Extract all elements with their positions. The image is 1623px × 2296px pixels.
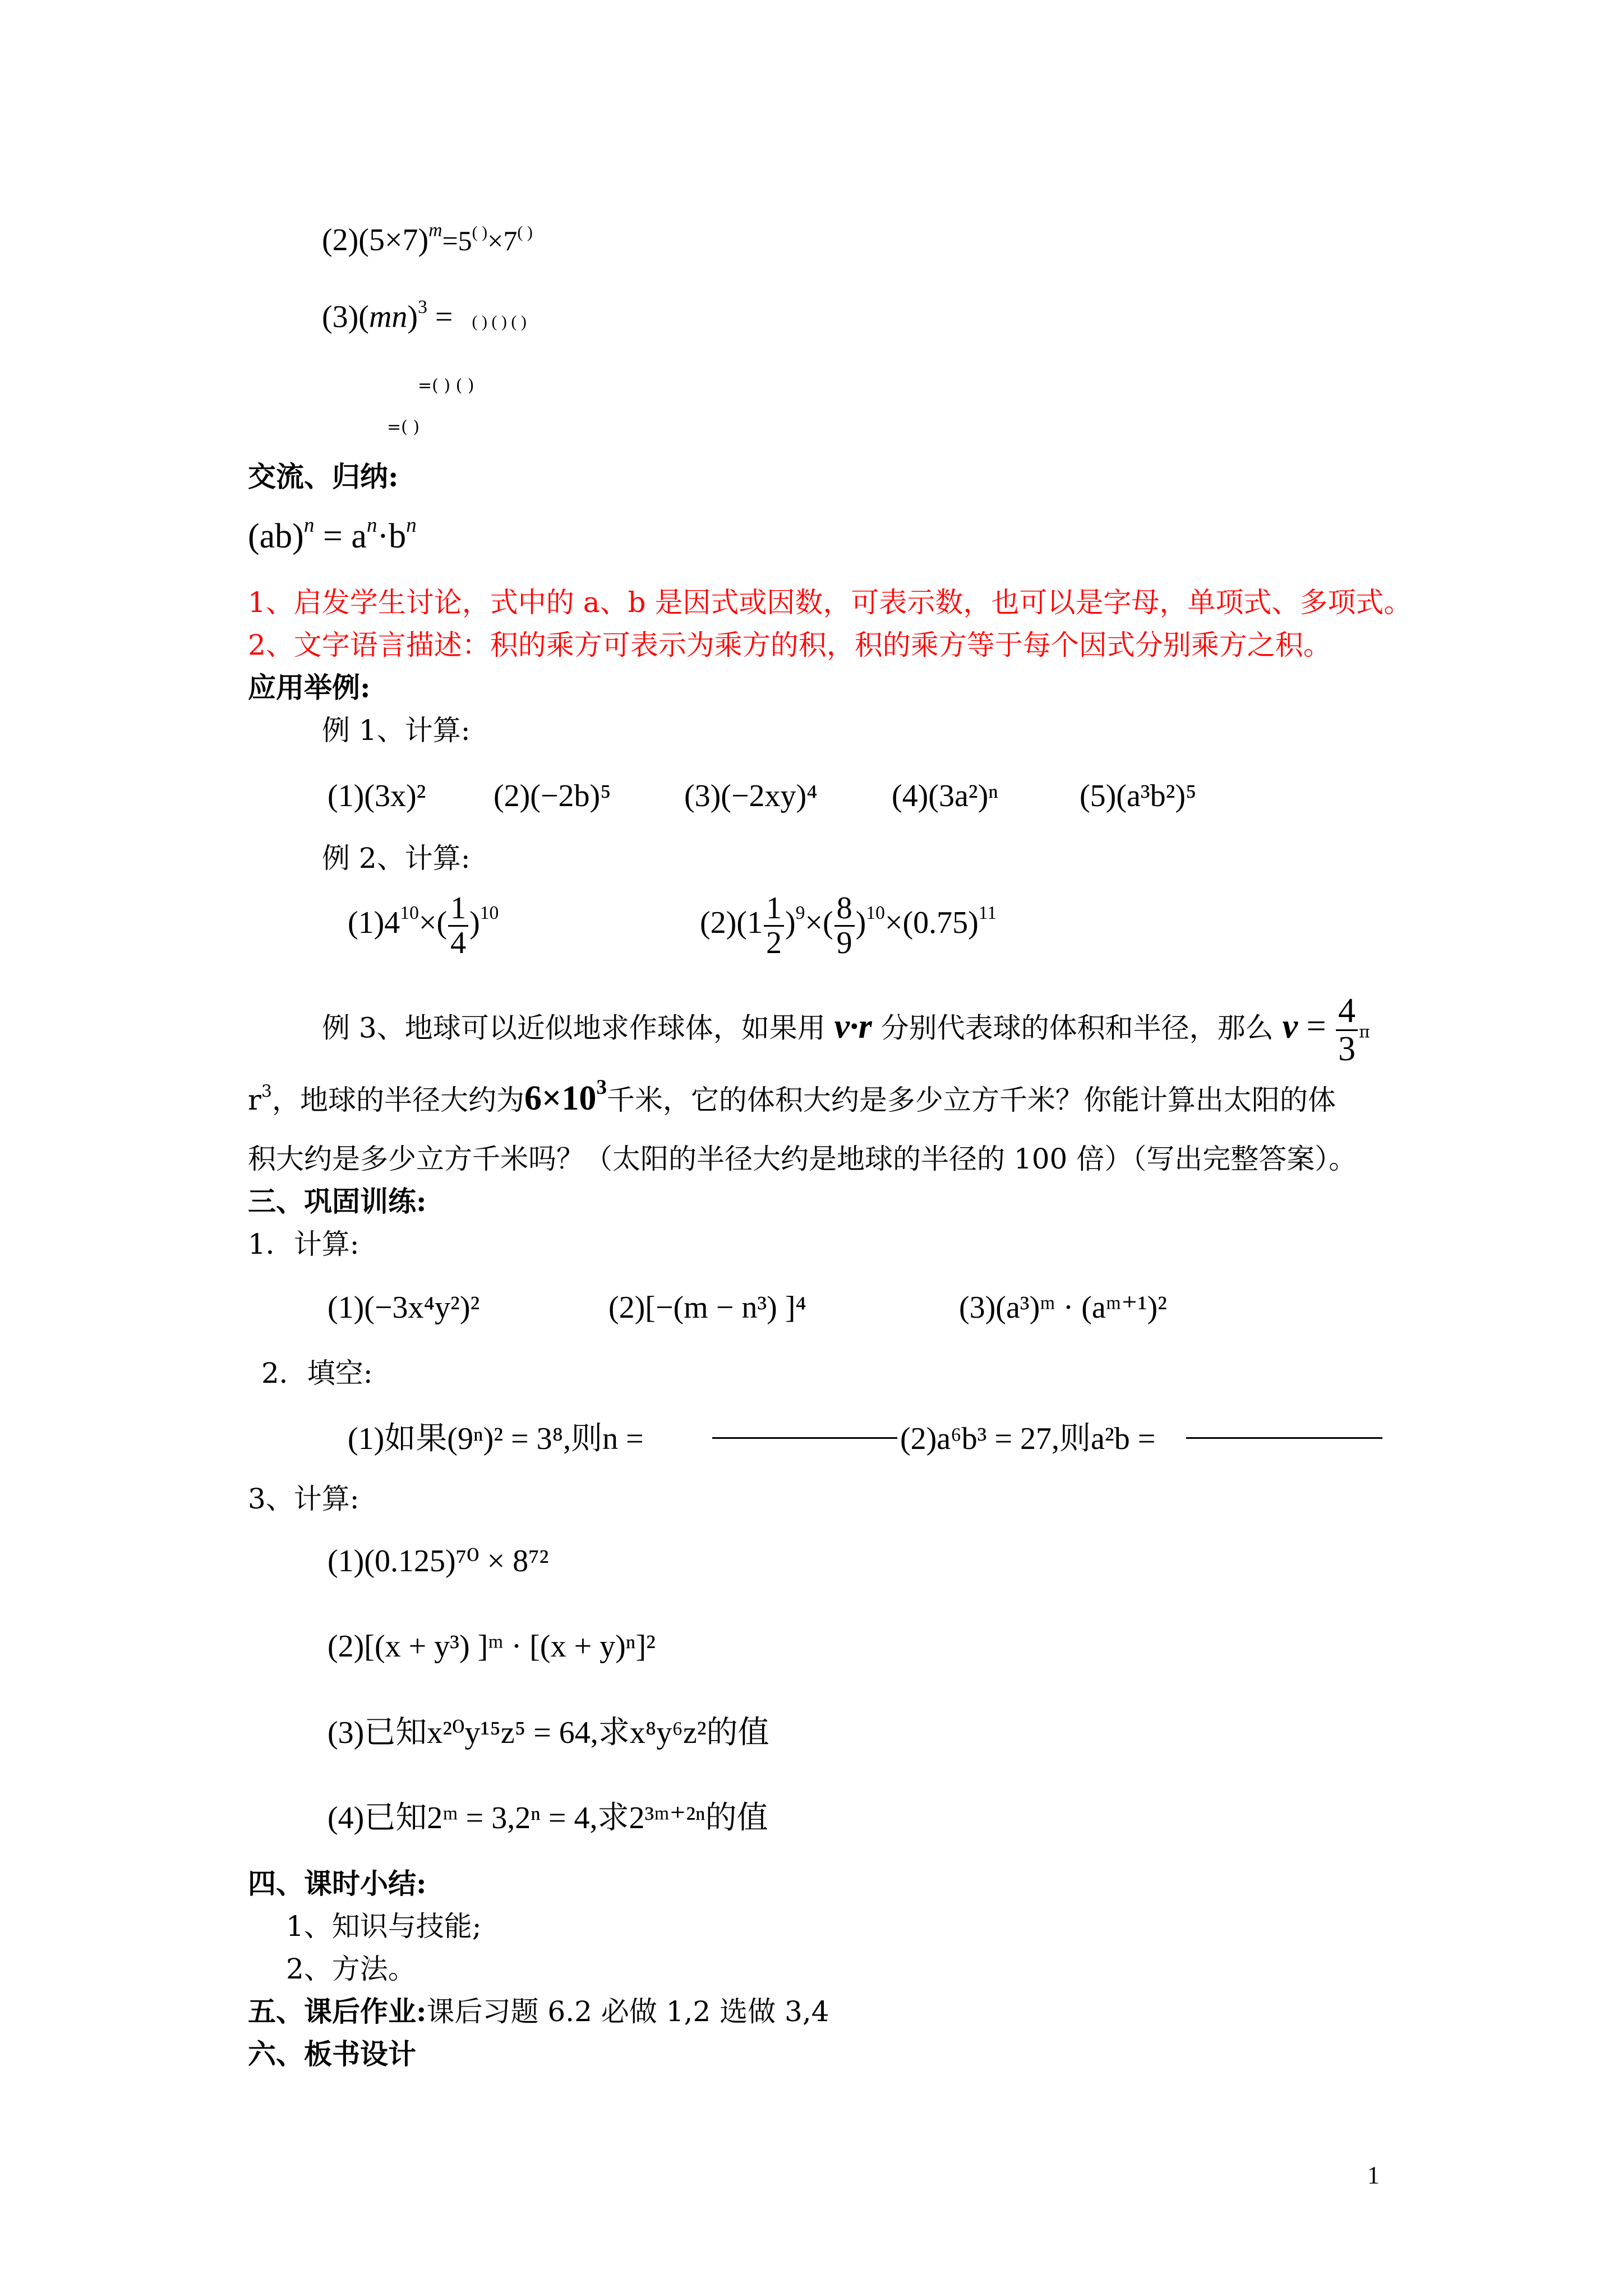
example-2-item-2-fraction-2 xyxy=(834,892,855,960)
practice-q2-blank-1[interactable] xyxy=(712,1429,897,1441)
example-2-item-1-base: (1)4 xyxy=(348,905,400,941)
summary-note-2: 2、文字语言描述：积的乘方可表示为乘方的积，积的乘方等于每个因式分别乘方之积。 xyxy=(248,629,1331,661)
example-2-item-1 xyxy=(348,892,499,960)
examples-heading: 应用举例: xyxy=(248,671,371,704)
example-3-vr: v·r xyxy=(834,1007,872,1046)
fraction-denominator: 9 xyxy=(836,925,852,960)
example-3-text-b: 分别代表球的体积和半径，那么 xyxy=(872,1011,1283,1045)
fraction-numerator: 8 xyxy=(834,892,855,927)
example-2-item-2-fraction-1 xyxy=(764,892,784,960)
fraction-denominator: 4 xyxy=(450,925,467,960)
fraction-denominator: 2 xyxy=(766,925,782,960)
example-3-line-3: 积大约是多少立方千米吗？（太阳的半径大约是地球的半径的 100 倍）（写出完整答案）。 xyxy=(248,1143,1357,1175)
summary-formula-lhs: (ab) xyxy=(248,517,304,555)
practice-q3-label: 3、计算: xyxy=(248,1483,359,1515)
example-2-item-2-times: ×( xyxy=(805,905,833,941)
intro-line-2-blank1: ( ) xyxy=(472,223,488,242)
example-1-item-5: (5)(a³b²)⁵ xyxy=(1080,779,1197,813)
summary-formula-exp3: n xyxy=(406,514,417,537)
practice-q3-item-1: (1)(0.125)⁷⁰ × 8⁷² xyxy=(328,1544,549,1579)
practice-q2-blank-2[interactable] xyxy=(1186,1429,1382,1441)
practice-q1-label: 1．计算: xyxy=(248,1228,359,1260)
intro-line-2 xyxy=(322,220,533,260)
summary-formula-dot: ·b xyxy=(377,517,407,555)
closing-item-2: 2、方法。 xyxy=(286,1953,416,1985)
example-3-text-d: 千米，它的体积大约是多少立方千米？你能计算出太阳的体 xyxy=(606,1084,1336,1116)
closing-homework: 课后习题 6.2 必做 1,2 选做 3,4 xyxy=(426,1995,829,2028)
closing-homework-line xyxy=(248,1995,829,2028)
practice-q2-item-2 xyxy=(900,1419,1155,1458)
summary-formula-eq: = a xyxy=(314,517,367,555)
fraction-numerator: 4 xyxy=(1336,993,1358,1031)
example-2-item-1-exp: 10 xyxy=(400,902,419,923)
example-3-equals: = xyxy=(1298,1007,1335,1046)
example-1-item-1: (1)(3x)² xyxy=(328,779,426,813)
practice-q2-item-1-text: (1)如果(9ⁿ)² = 3⁸,则n = xyxy=(348,1421,644,1456)
example-3-text-c: ，地球的半径大约为 xyxy=(272,1084,524,1116)
practice-heading: 三、巩固训练: xyxy=(248,1185,427,1218)
fraction-numerator: 1 xyxy=(764,892,784,927)
example-3-line-1 xyxy=(322,993,1370,1068)
example-2-item-1-times: ×( xyxy=(418,905,448,941)
example-2-label: 例 2、计算: xyxy=(322,842,471,875)
example-3-text-a: 例 3、地球可以近似地求作球体，如果用 xyxy=(322,1011,834,1045)
example-3-v: v xyxy=(1282,1007,1298,1046)
fraction-denominator: 3 xyxy=(1338,1030,1356,1069)
intro-line-2-lhs: (2)(5×7) xyxy=(322,223,429,257)
example-2-item-1-fraction xyxy=(448,892,468,960)
fraction-numerator: 1 xyxy=(448,892,468,927)
page-number: 1 xyxy=(1367,2161,1380,2189)
intro-line-3-mn: mn xyxy=(368,300,408,334)
example-2-item-2-tail: ×(0.75) xyxy=(884,905,979,941)
example-2-item-2-exp1: 9 xyxy=(795,902,805,923)
example-2-item-2-close1: ) xyxy=(785,905,796,941)
example-2-item-2-close2: ) xyxy=(855,905,866,941)
example-2-item-2-exp2: 10 xyxy=(866,902,885,923)
summary-formula xyxy=(248,516,417,556)
example-1-label: 例 1、计算: xyxy=(322,714,471,747)
intro-line-3-blanks: ( ) ( ) ( ) xyxy=(472,312,527,331)
summary-formula-exp1: n xyxy=(303,514,315,537)
intro-line-5: =( ) xyxy=(387,417,420,437)
summary-heading: 交流、归纳: xyxy=(248,460,399,493)
summary-note-1: 1、启发学生讨论，式中的 a、b 是因式或因数，可表示数，也可以是字母，单项式、多项式。 xyxy=(248,586,1412,619)
example-1-item-3: (3)(−2xy)⁴ xyxy=(684,779,818,813)
example-2-item-2-open: (2)(1 xyxy=(700,905,763,941)
example-3-line-2 xyxy=(248,1078,1336,1119)
example-1-item-4: (4)(3a²)ⁿ xyxy=(892,779,998,813)
example-2-item-2 xyxy=(700,892,997,960)
practice-q3-item-4: (4)已知2ᵐ = 3,2ⁿ = 4,求2³ᵐ⁺²ⁿ的值 xyxy=(328,1801,768,1835)
closing-item-1: 1、知识与技能; xyxy=(286,1910,482,1943)
practice-q1-item-2: (2)[−(m − n³) ]⁴ xyxy=(608,1290,806,1325)
practice-q1-item-1: (1)(−3x⁴y²)² xyxy=(328,1290,480,1325)
intro-line-2-exp: m xyxy=(428,219,442,241)
intro-line-2-times: ×7 xyxy=(487,225,518,256)
example-3-radius-exp: 3 xyxy=(596,1076,607,1099)
intro-line-3-close: ) xyxy=(407,300,418,334)
intro-line-4: =( ) ( ) xyxy=(418,376,474,395)
intro-line-2-rhs: =5 xyxy=(442,225,472,256)
closing-heading-6: 六、板书设计 xyxy=(248,2037,416,2070)
practice-q2-label: 2．填空: xyxy=(261,1357,373,1389)
intro-line-3-exp: 3 xyxy=(418,296,427,318)
practice-q3-item-3: (3)已知x²⁰y¹⁵z⁵ = 64,求x⁸y⁶z²的值 xyxy=(328,1715,769,1750)
example-2-item-2-exp3: 11 xyxy=(978,902,997,923)
example-1-item-2: (2)(−2b)⁵ xyxy=(494,779,611,813)
practice-q3-item-2: (2)[(x + y³) ]ᵐ · [(x + y)ⁿ]² xyxy=(328,1629,656,1664)
practice-q1-item-3: (3)(a³)ᵐ · (aᵐ⁺¹)² xyxy=(959,1290,1167,1325)
practice-q2-item-1 xyxy=(348,1419,644,1458)
intro-line-2-blank2: ( ) xyxy=(517,223,533,242)
example-3-r: r xyxy=(248,1084,261,1116)
intro-line-3 xyxy=(322,297,527,337)
closing-heading-4: 四、课时小结: xyxy=(248,1867,427,1900)
intro-line-3-open: (3)( xyxy=(322,300,369,334)
closing-heading-5: 五、课后作业: xyxy=(248,1995,427,2028)
example-2-item-1-close: ) xyxy=(469,905,480,941)
example-2-item-1-exp2: 10 xyxy=(479,902,499,923)
example-3-r-exp: 3 xyxy=(261,1082,272,1102)
example-3-pi: π xyxy=(1359,1022,1370,1042)
summary-formula-exp2: n xyxy=(366,514,377,537)
intro-line-3-eq: = xyxy=(427,300,453,334)
example-3-radius: 6×10 xyxy=(524,1079,597,1117)
example-3-fraction xyxy=(1336,993,1358,1068)
practice-q2-item-2-text: (2)a⁶b³ = 27,则a²b = xyxy=(900,1421,1156,1456)
